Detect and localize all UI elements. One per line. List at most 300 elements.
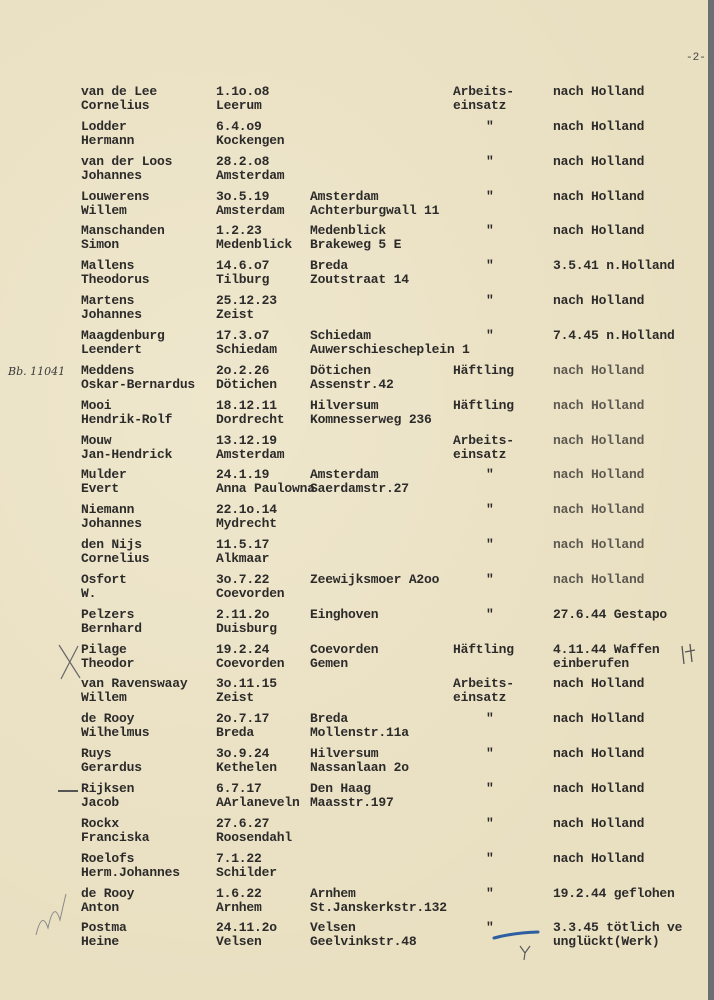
- birth-info: [216, 120, 284, 148]
- birth-info: [216, 921, 277, 949]
- person-name-line: Cornelius: [81, 551, 150, 567]
- birth-info-line: Leerum: [216, 98, 262, 113]
- birth-info-line: Kethelen: [216, 760, 277, 776]
- remark-line: nach Holland: [553, 571, 645, 587]
- person-name-line: Ruys: [81, 746, 112, 762]
- status: [453, 85, 514, 113]
- remark: [553, 503, 644, 517]
- remark: [553, 224, 644, 238]
- record-row: [0, 120, 714, 152]
- remark-line: nach Holland: [553, 537, 645, 553]
- status: [453, 677, 514, 705]
- status-line: ": [486, 571, 494, 587]
- person-name: [81, 921, 127, 949]
- page-number: -2-: [686, 52, 706, 64]
- person-name-line: Niemann: [81, 502, 135, 518]
- birth-info: [216, 294, 277, 322]
- remark: [553, 608, 667, 622]
- birth-info-line: Schilder: [216, 864, 277, 880]
- birth-info-line: 24.11.2o: [216, 920, 277, 936]
- record-row: [0, 364, 714, 396]
- remark: [553, 329, 675, 343]
- remark: [553, 468, 644, 482]
- address-line: Schiedam: [310, 327, 371, 343]
- address-line: Zeewijksmoer A2oo: [310, 571, 440, 587]
- person-name-line: Wilhelmus: [81, 725, 150, 741]
- status: [486, 538, 494, 552]
- address: [310, 643, 378, 671]
- birth-info: [216, 712, 269, 740]
- remark-line: nach Holland: [553, 815, 645, 831]
- birth-info: [216, 643, 284, 671]
- address: [310, 468, 409, 496]
- remark: [553, 538, 644, 552]
- person-name: [81, 782, 134, 810]
- remark-line: nach Holland: [553, 711, 645, 727]
- person-name-line: Johannes: [81, 516, 142, 532]
- margin-note: Bb. 11041: [8, 365, 66, 378]
- record-row: [0, 434, 714, 466]
- birth-info: [216, 747, 277, 775]
- person-name: [81, 817, 149, 845]
- address: [310, 329, 470, 357]
- birth-info: [216, 85, 269, 113]
- remark-line: nach Holland: [553, 397, 645, 413]
- address-line: Einghoven: [310, 606, 379, 622]
- remark-line: unglückt(Werk): [553, 934, 660, 950]
- status: [453, 399, 514, 413]
- person-name: [81, 573, 127, 601]
- record-row: [0, 643, 714, 675]
- address-line: Hilversum: [310, 397, 379, 413]
- record-row: [0, 887, 714, 919]
- person-name: [81, 468, 127, 496]
- birth-info-line: 2o.2.26: [216, 362, 270, 378]
- person-name-line: Rijksen: [81, 781, 135, 796]
- status: [486, 712, 494, 726]
- pencil-cross-mark: [56, 642, 84, 682]
- birth-info-line: Amsterdam: [216, 167, 285, 183]
- status-line: ": [486, 502, 494, 518]
- birth-info-line: 13.12.19: [216, 432, 277, 448]
- birth-info-line: Kockengen: [216, 132, 285, 148]
- record-row: [0, 608, 714, 640]
- pencil-dash-mark: [58, 790, 78, 792]
- record-row: [0, 155, 714, 187]
- person-name-line: van de Lee: [81, 84, 158, 99]
- person-name: [81, 294, 142, 322]
- address-line: Gemen: [310, 655, 349, 671]
- status-line: ": [486, 746, 494, 762]
- person-name-line: Manschanden: [81, 223, 165, 239]
- person-name-line: Hendrik-Rolf: [81, 411, 173, 427]
- record-row: [0, 677, 714, 709]
- birth-info-line: Coevorden: [216, 655, 285, 671]
- status: [486, 782, 494, 796]
- remark: [553, 887, 675, 901]
- address-line: Dötichen: [310, 362, 371, 378]
- status: [453, 643, 514, 657]
- birth-info-line: Dordrecht: [216, 411, 285, 427]
- pencil-scribble: [30, 880, 70, 940]
- birth-info-line: Medenblick: [216, 237, 293, 253]
- birth-info-line: Zeist: [216, 690, 255, 706]
- address: [310, 573, 439, 587]
- birth-info-line: 14.6.o7: [216, 258, 270, 274]
- birth-info-line: 28.2.o8: [216, 153, 270, 169]
- record-row: [0, 399, 714, 431]
- status-line: ": [486, 258, 494, 274]
- status-line: ": [486, 850, 494, 866]
- remark: [553, 259, 675, 273]
- birth-info-line: 3o.5.19: [216, 188, 270, 204]
- status-line: ": [486, 223, 494, 239]
- person-name-line: Johannes: [81, 167, 142, 183]
- person-name-line: Bernhard: [81, 620, 142, 636]
- birth-info-line: 24.1.19: [216, 467, 270, 483]
- remark-line: nach Holland: [553, 502, 645, 518]
- person-name-line: den Nijs: [81, 537, 142, 553]
- birth-info-line: 3o.11.15: [216, 676, 277, 692]
- person-name-line: Osfort: [81, 571, 127, 587]
- person-name-line: Gerardus: [81, 760, 142, 776]
- record-row: [0, 259, 714, 291]
- status: [486, 608, 494, 622]
- person-name-line: Mulder: [81, 467, 127, 483]
- remark: [553, 817, 644, 831]
- record-row: [0, 921, 714, 953]
- person-name: [81, 434, 172, 462]
- birth-info-line: 2.11.2o: [216, 606, 270, 622]
- address-line: Geelvinkstr.48: [310, 934, 417, 950]
- remark: [553, 294, 644, 308]
- status-line: einsatz: [453, 98, 507, 113]
- birth-info-line: Schiedam: [216, 341, 277, 357]
- person-name-line: Anton: [81, 899, 120, 915]
- person-name-line: Maagdenburg: [81, 327, 165, 343]
- remark-line: nach Holland: [553, 153, 645, 169]
- birth-info-line: 25.12.23: [216, 293, 277, 309]
- status: [486, 468, 494, 482]
- birth-info: [216, 887, 262, 915]
- person-name-line: Pilage: [81, 641, 127, 657]
- remark-line: 7.4.45 n.Holland: [553, 327, 675, 343]
- address-line: Amsterdam: [310, 188, 379, 204]
- person-name: [81, 538, 149, 566]
- person-name-line: Oskar-Bernardus: [81, 376, 196, 392]
- status-line: ": [486, 781, 494, 796]
- address-line: Medenblick: [310, 223, 387, 239]
- remark-line: 3.3.45 tötlich ve: [553, 920, 683, 936]
- person-name-line: Jacob: [81, 795, 120, 810]
- status-line: ": [486, 920, 494, 936]
- remark-line: nach Holland: [553, 293, 645, 309]
- person-name: [81, 85, 157, 113]
- remark: [553, 573, 644, 587]
- address: [310, 782, 394, 810]
- birth-info-line: 18.12.11: [216, 397, 277, 413]
- address-line: Assenstr.42: [310, 376, 394, 392]
- address: [310, 712, 409, 740]
- birth-info-line: 1.1o.o8: [216, 84, 270, 99]
- status: [486, 259, 494, 273]
- address-line: Hilversum: [310, 746, 379, 762]
- birth-info: [216, 364, 277, 392]
- birth-info-line: Alkmaar: [216, 551, 270, 567]
- person-name-line: Martens: [81, 293, 135, 309]
- address-line: Velsen: [310, 920, 356, 936]
- birth-info-line: 3o.9.24: [216, 746, 270, 762]
- person-name: [81, 259, 149, 287]
- person-name: [81, 329, 165, 357]
- birth-info: [216, 155, 284, 183]
- birth-info-line: 1.6.22: [216, 885, 262, 901]
- status: [486, 852, 494, 866]
- person-name-line: Heine: [81, 934, 120, 950]
- person-name-line: Pelzers: [81, 606, 135, 622]
- address-line: Mollenstr.11a: [310, 725, 409, 741]
- status: [486, 329, 494, 343]
- birth-info: [216, 434, 284, 462]
- remark-line: nach Holland: [553, 781, 645, 796]
- birth-info: [216, 573, 284, 601]
- status-line: einsatz: [453, 690, 507, 706]
- person-name-line: van der Loos: [81, 153, 173, 169]
- remark-line: 4.11.44 Waffen: [553, 641, 660, 657]
- status-line: Arbeits-: [453, 676, 514, 692]
- birth-info-line: 2o.7.17: [216, 711, 270, 727]
- person-name-line: Jan-Hendrick: [81, 446, 173, 462]
- address: [310, 608, 378, 622]
- pencil-y-mark: [518, 944, 532, 962]
- blue-pencil-stroke: [492, 928, 542, 942]
- remark: [553, 712, 644, 726]
- remark: [553, 434, 644, 448]
- status-line: ": [486, 153, 494, 169]
- birth-info-line: Breda: [216, 725, 255, 741]
- address-line: Breda: [310, 258, 349, 274]
- person-name: [81, 503, 142, 531]
- person-name-line: Mooi: [81, 397, 112, 413]
- remark-line: nach Holland: [553, 118, 645, 134]
- person-name-line: Willem: [81, 202, 127, 218]
- person-name: [81, 224, 165, 252]
- person-name: [81, 677, 187, 705]
- remark-line: 27.6.44 Gestapo: [553, 606, 668, 622]
- address-line: Coevorden: [310, 641, 379, 657]
- birth-info: [216, 224, 292, 252]
- birth-info-line: 7.1.22: [216, 850, 262, 866]
- person-name-line: Willem: [81, 690, 127, 706]
- birth-info-line: 6.7.17: [216, 781, 262, 796]
- birth-info: [216, 817, 292, 845]
- remark-line: nach Holland: [553, 188, 645, 204]
- person-name-line: W.: [81, 585, 97, 601]
- status: [486, 747, 494, 761]
- person-name: [81, 747, 142, 775]
- person-name-line: Theodorus: [81, 272, 150, 288]
- address: [310, 259, 409, 287]
- status-line: ": [486, 467, 494, 483]
- address-line: Achterburgwall 11: [310, 202, 440, 218]
- birth-info-line: Coevorden: [216, 585, 285, 601]
- birth-info: [216, 608, 277, 636]
- remark-line: nach Holland: [553, 746, 645, 762]
- remark: [553, 399, 644, 413]
- status: [486, 294, 494, 308]
- pencil-check-mark: [678, 642, 700, 668]
- remark: [553, 677, 644, 691]
- birth-info-line: Tilburg: [216, 272, 270, 288]
- person-name-line: de Rooy: [81, 711, 135, 727]
- status-line: Häftling: [453, 641, 514, 657]
- person-name-line: de Rooy: [81, 885, 135, 901]
- status-line: ": [486, 885, 494, 901]
- birth-info-line: 22.1o.14: [216, 502, 277, 518]
- status-line: einsatz: [453, 446, 507, 462]
- remark-line: nach Holland: [553, 850, 645, 866]
- person-name-line: Roelofs: [81, 850, 135, 866]
- status-line: ": [486, 606, 494, 622]
- remark-line: 3.5.41 n.Holland: [553, 258, 675, 274]
- birth-info-line: Dötichen: [216, 376, 277, 392]
- birth-info-line: Amsterdam: [216, 202, 285, 218]
- birth-info: [216, 852, 277, 880]
- person-name: [81, 712, 149, 740]
- person-name-line: Theodor: [81, 655, 135, 671]
- record-row: [0, 573, 714, 605]
- address-line: Zoutstraat 14: [310, 272, 409, 288]
- birth-info: [216, 503, 277, 531]
- status-line: ": [486, 815, 494, 831]
- status: [453, 434, 514, 462]
- person-name-line: Cornelius: [81, 98, 150, 113]
- record-row: [0, 190, 714, 222]
- address: [310, 887, 447, 915]
- address-line: Nassanlaan 2o: [310, 760, 409, 776]
- birth-info-line: Velsen: [216, 934, 262, 950]
- status: [453, 364, 514, 378]
- remark: [553, 190, 644, 204]
- person-name: [81, 120, 134, 148]
- status: [486, 887, 494, 901]
- record-row: [0, 538, 714, 570]
- status-line: ": [486, 118, 494, 134]
- birth-info-line: Roosendahl: [216, 829, 293, 845]
- birth-info-line: Amsterdam: [216, 446, 285, 462]
- status: [486, 817, 494, 831]
- record-row: [0, 224, 714, 256]
- person-name: [81, 155, 172, 183]
- status-line: ": [486, 711, 494, 727]
- record-row: [0, 503, 714, 535]
- person-name-line: Simon: [81, 237, 120, 253]
- status-line: Häftling: [453, 397, 514, 413]
- address-line: Maasstr.197: [310, 795, 394, 810]
- remark-line: einberufen: [553, 655, 630, 671]
- person-name-line: van Ravenswaay: [81, 676, 188, 692]
- address-line: Saerdamstr.27: [310, 481, 409, 497]
- birth-info: [216, 782, 300, 810]
- record-row: [0, 747, 714, 779]
- address: [310, 747, 409, 775]
- remark: [553, 364, 644, 378]
- remark: [553, 782, 644, 796]
- remark: [553, 852, 644, 866]
- remark: [553, 85, 644, 99]
- remark: [553, 643, 659, 671]
- person-name: [81, 887, 134, 915]
- address-line: Den Haag: [310, 781, 371, 796]
- person-name: [81, 643, 134, 671]
- status-line: Arbeits-: [453, 432, 514, 448]
- remark-line: nach Holland: [553, 223, 645, 239]
- birth-info: [216, 190, 284, 218]
- birth-info-line: Anna Paulowna: [216, 481, 315, 497]
- birth-info-line: 6.4.o9: [216, 118, 262, 134]
- address: [310, 921, 416, 949]
- record-row: [0, 329, 714, 361]
- record-row: [0, 712, 714, 744]
- status: [486, 503, 494, 517]
- person-name-line: Mouw: [81, 432, 112, 448]
- birth-info-line: Arnhem: [216, 899, 262, 915]
- status-line: ": [486, 327, 494, 343]
- person-name-line: Evert: [81, 481, 120, 497]
- person-name-line: Rockx: [81, 815, 120, 831]
- person-name: [81, 190, 149, 218]
- address: [310, 224, 401, 252]
- remark-line: nach Holland: [553, 84, 645, 99]
- birth-info: [216, 677, 277, 705]
- remark-line: nach Holland: [553, 362, 645, 378]
- remark-line: 19.2.44 geflohen: [553, 885, 675, 901]
- remark: [553, 921, 682, 949]
- person-name: [81, 399, 172, 427]
- birth-info-line: 27.6.27: [216, 815, 270, 831]
- birth-info: [216, 329, 277, 357]
- status: [486, 190, 494, 204]
- status-line: ": [486, 293, 494, 309]
- status-line: Arbeits-: [453, 84, 514, 99]
- birth-info: [216, 538, 269, 566]
- record-row: [0, 294, 714, 326]
- birth-info-line: AArlaneveln: [216, 795, 300, 810]
- record-row: [0, 85, 714, 117]
- status-line: Häftling: [453, 362, 514, 378]
- status: [486, 224, 494, 238]
- address: [310, 364, 394, 392]
- status: [486, 155, 494, 169]
- address-line: Breda: [310, 711, 349, 727]
- person-name: [81, 364, 195, 392]
- address-line: Arnhem: [310, 885, 356, 901]
- person-name-line: Hermann: [81, 132, 135, 148]
- address-line: Amsterdam: [310, 467, 379, 483]
- address-line: St.Janskerkstr.132: [310, 899, 447, 915]
- remark: [553, 155, 644, 169]
- record-row: [0, 782, 714, 814]
- record-row: [0, 817, 714, 849]
- address-line: Komnesserweg 236: [310, 411, 432, 427]
- person-name-line: Louwerens: [81, 188, 150, 204]
- birth-info-line: 1.2.23: [216, 223, 262, 239]
- birth-info-line: 19.2.24: [216, 641, 270, 657]
- person-name-line: Leendert: [81, 341, 142, 357]
- person-name: [81, 608, 142, 636]
- remark: [553, 120, 644, 134]
- remark-line: nach Holland: [553, 467, 645, 483]
